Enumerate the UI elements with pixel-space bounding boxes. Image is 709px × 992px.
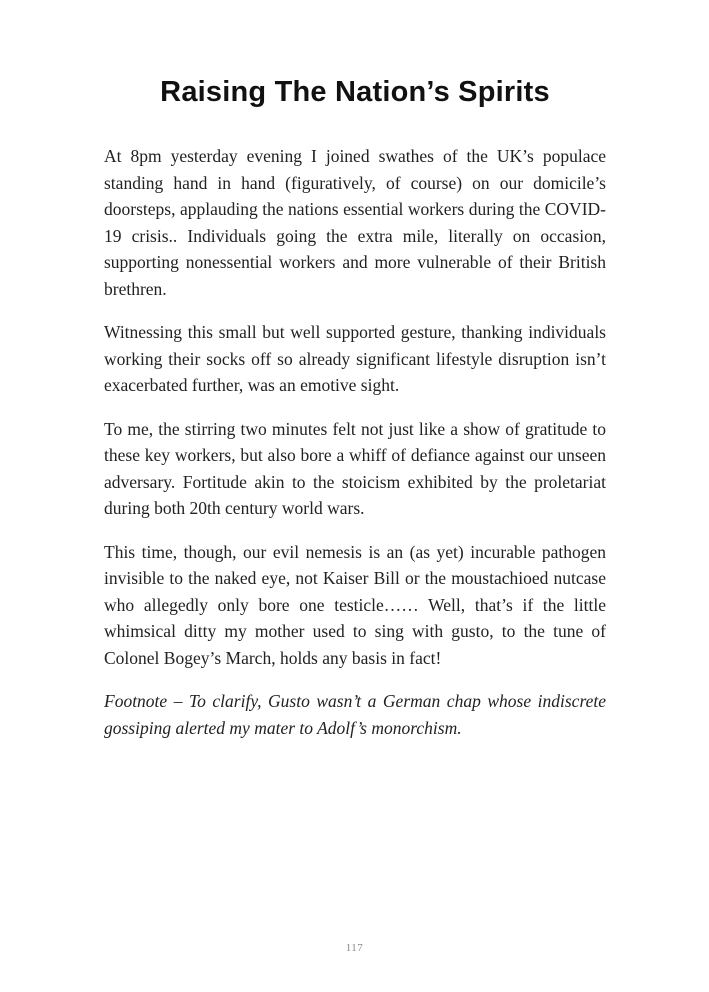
page-number: 117 [345,942,364,954]
paragraph: Witnessing this small but well supported gesture, thanking individuals working their socks off so already significant lifestyle disruption isn’t exacerbated further, was an emotive sight. [104,322,606,395]
paragraph: At 8pm yesterday evening I joined swathes of the UK’s populace standing hand in hand (figuratively, of course) on our domicile’s doorsteps, applauding the nations essential workers during the COVID-19 crisis.. Individuals going the extra mile, literally on occasion, supporting nonessential workers and more vulnerable of their British brethren. [104,146,606,299]
footnote: Footnote – To clarify, Gusto wasn’t a German chap whose indiscrete gossiping alerted my mater to Adolf’s monorchism. [104,691,606,738]
paragraph: This time, though, our evil nemesis is an (as yet) incurable pathogen invisible to the naked eye, not Kaiser Bill or the moustachioed nutcase who allegedly only bore one testicle…… Well, that’s if the little whimsical ditty my mother used to sing with gusto, to the tune of Colonel Bogey’s March, holds any basis in fact! [104,541,606,668]
paragraph: To me, the stirring two minutes felt not just like a show of gratitude to these key workers, but also bore a whiff of defiance against our unseen adversary. Fortitude akin to the stoicism exhibited by the proletariat during both 20th century world wars. [104,418,606,518]
body-text [104,143,606,741]
page-title: Raising The Nation’s Spirits [160,76,550,108]
